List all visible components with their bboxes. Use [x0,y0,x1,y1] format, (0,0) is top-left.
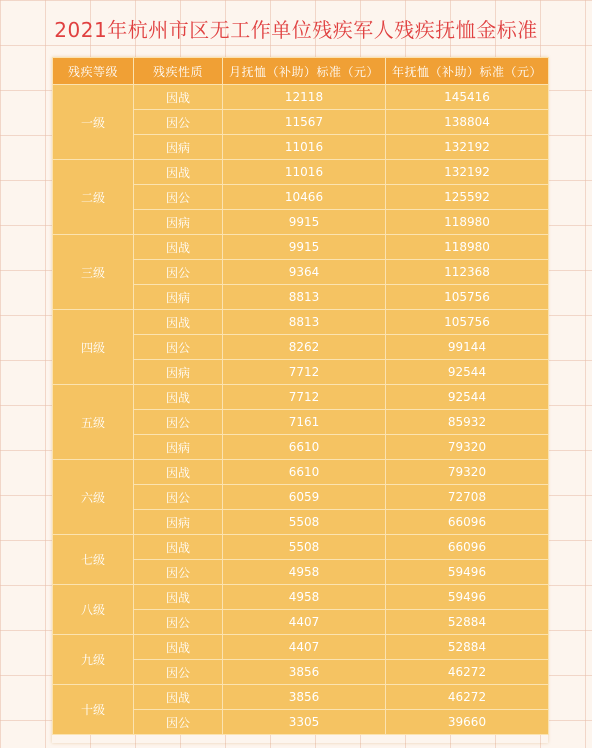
yearly-amount-cell: 132192 [386,135,549,160]
yearly-amount-cell: 92544 [386,360,549,385]
monthly-amount-cell: 4958 [223,560,386,585]
yearly-amount-cell: 46272 [386,685,549,710]
table-body [53,85,549,735]
yearly-amount-cell: 99144 [386,335,549,360]
monthly-amount-cell: 11567 [223,110,386,135]
table-row [53,235,549,260]
monthly-amount-cell: 6059 [223,485,386,510]
disability-nature-cell: 因公 [134,660,223,685]
disability-nature-cell: 因病 [134,510,223,535]
yearly-amount-cell: 52884 [386,610,549,635]
monthly-amount-cell: 5508 [223,535,386,560]
disability-level-cell: 一级 [53,85,134,160]
monthly-amount-cell: 6610 [223,460,386,485]
table-row [53,385,549,410]
monthly-amount-cell: 10466 [223,185,386,210]
monthly-amount-cell: 3856 [223,685,386,710]
disability-level-cell: 六级 [53,460,134,535]
header-disability-nature: 残疾性质 [134,58,223,85]
table-row [53,160,549,185]
monthly-amount-cell: 7712 [223,360,386,385]
yearly-amount-cell: 105756 [386,285,549,310]
table-row [53,685,549,710]
yearly-amount-cell: 132192 [386,160,549,185]
table-row [53,310,549,335]
header-monthly-standard: 月抚恤（补助）标准（元） [223,58,386,85]
disability-level-cell: 四级 [53,310,134,385]
yearly-amount-cell: 79320 [386,435,549,460]
disability-nature-cell: 因公 [134,710,223,735]
yearly-amount-cell: 66096 [386,535,549,560]
disability-nature-cell: 因公 [134,610,223,635]
disability-nature-cell: 因战 [134,310,223,335]
disability-nature-cell: 因病 [134,435,223,460]
disability-nature-cell: 因战 [134,235,223,260]
yearly-amount-cell: 105756 [386,310,549,335]
table-row [53,635,549,660]
monthly-amount-cell: 4407 [223,610,386,635]
page-title: 2021年杭州市区无工作单位残疾军人残疾抚恤金标准 [54,18,538,42]
yearly-amount-cell: 59496 [386,585,549,610]
yearly-amount-cell: 112368 [386,260,549,285]
yearly-amount-cell: 79320 [386,460,549,485]
disability-nature-cell: 因战 [134,85,223,110]
header-disability-level: 残疾等级 [53,58,134,85]
pension-table [52,57,549,735]
disability-nature-cell: 因病 [134,210,223,235]
yearly-amount-cell: 59496 [386,560,549,585]
disability-nature-cell: 因病 [134,135,223,160]
yearly-amount-cell: 138804 [386,110,549,135]
monthly-amount-cell: 9915 [223,235,386,260]
table-row [53,85,549,110]
monthly-amount-cell: 4958 [223,585,386,610]
disability-nature-cell: 因公 [134,410,223,435]
disability-nature-cell: 因公 [134,485,223,510]
disability-nature-cell: 因战 [134,685,223,710]
monthly-amount-cell: 5508 [223,510,386,535]
monthly-amount-cell: 4407 [223,635,386,660]
yearly-amount-cell: 52884 [386,635,549,660]
disability-nature-cell: 因公 [134,335,223,360]
disability-nature-cell: 因公 [134,110,223,135]
disability-level-cell: 二级 [53,160,134,235]
disability-level-cell: 五级 [53,385,134,460]
header-yearly-standard: 年抚恤（补助）标准（元） [386,58,549,85]
yearly-amount-cell: 85932 [386,410,549,435]
disability-nature-cell: 因病 [134,360,223,385]
table-row [53,535,549,560]
disability-level-cell: 七级 [53,535,134,585]
yearly-amount-cell: 39660 [386,710,549,735]
monthly-amount-cell: 3305 [223,710,386,735]
disability-nature-cell: 因公 [134,560,223,585]
disability-level-cell: 三级 [53,235,134,310]
pension-table-container [52,57,548,743]
yearly-amount-cell: 92544 [386,385,549,410]
disability-nature-cell: 因公 [134,185,223,210]
monthly-amount-cell: 9915 [223,210,386,235]
disability-nature-cell: 因战 [134,160,223,185]
yearly-amount-cell: 72708 [386,485,549,510]
yearly-amount-cell: 66096 [386,510,549,535]
disability-nature-cell: 因战 [134,635,223,660]
disability-level-cell: 八级 [53,585,134,635]
monthly-amount-cell: 8813 [223,285,386,310]
monthly-amount-cell: 8813 [223,310,386,335]
monthly-amount-cell: 3856 [223,660,386,685]
monthly-amount-cell: 11016 [223,160,386,185]
monthly-amount-cell: 12118 [223,85,386,110]
yearly-amount-cell: 118980 [386,235,549,260]
yearly-amount-cell: 125592 [386,185,549,210]
disability-nature-cell: 因战 [134,535,223,560]
yearly-amount-cell: 46272 [386,660,549,685]
yearly-amount-cell: 118980 [386,210,549,235]
disability-nature-cell: 因病 [134,285,223,310]
monthly-amount-cell: 6610 [223,435,386,460]
disability-nature-cell: 因战 [134,385,223,410]
yearly-amount-cell: 145416 [386,85,549,110]
monthly-amount-cell: 7712 [223,385,386,410]
table-row [53,460,549,485]
disability-level-cell: 十级 [53,685,134,735]
monthly-amount-cell: 9364 [223,260,386,285]
monthly-amount-cell: 8262 [223,335,386,360]
table-row [53,585,549,610]
disability-nature-cell: 因战 [134,460,223,485]
monthly-amount-cell: 11016 [223,135,386,160]
disability-nature-cell: 因公 [134,260,223,285]
disability-level-cell: 九级 [53,635,134,685]
table-header-row [53,58,549,85]
monthly-amount-cell: 7161 [223,410,386,435]
disability-nature-cell: 因战 [134,585,223,610]
